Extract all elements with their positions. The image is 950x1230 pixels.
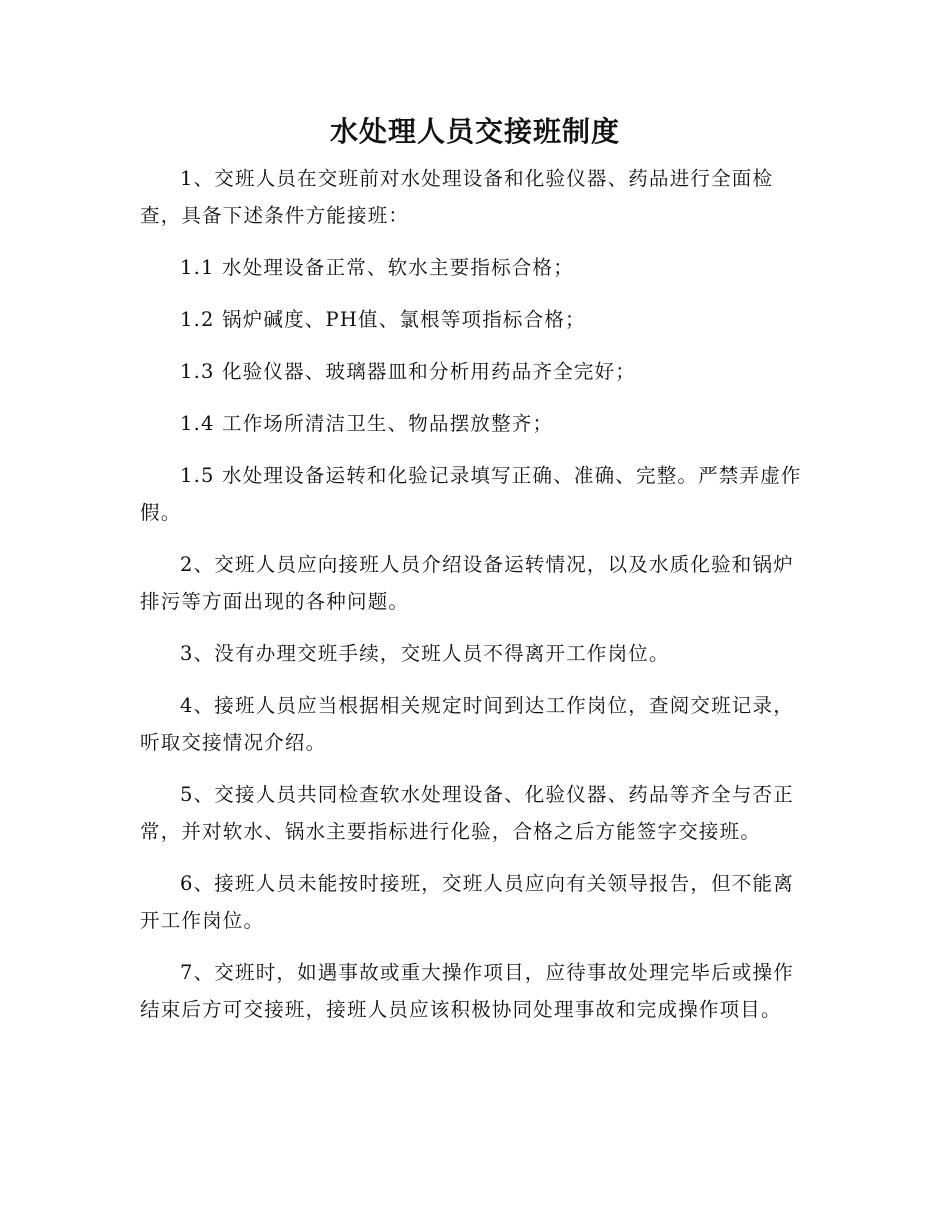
paragraph-1: 1、交班人员在交班前对水处理设备和化验仪器、药品进行全面检查，具备下述条件方能接班： <box>140 167 774 227</box>
paragraph-7: 7、交班时，如遇事故或重大操作项目，应待事故处理完毕后或操作结束后方可交接班，接班人员应该积极协同处理事故和完成操作项目。 <box>140 961 794 1021</box>
paragraph-1-3: 1.3 化验仪器、玻璃器皿和分析用药品齐全完好； <box>180 360 637 383</box>
paragraph-1-2: 1.2 锅炉碱度、PH值、氯根等项指标合格； <box>180 308 586 331</box>
paragraph-4: 4、接班人员应当根据相关规定时间到达工作岗位，查阅交班记录，听取交接情况介绍。 <box>140 694 794 754</box>
paragraph-1-1: 1.1 水处理设备正常、软水主要指标合格； <box>180 256 574 279</box>
paragraph-2: 2、交班人员应向接班人员介绍设备运转情况，以及水质化验和锅炉排污等方面出现的各种问题。 <box>140 553 794 613</box>
document-title: 水处理人员交接班制度 <box>329 115 620 148</box>
paragraph-1-4: 1.4 工作场所清洁卫生、物品摆放整齐； <box>180 412 554 435</box>
paragraph-1-5: 1.5 水处理设备运转和化验记录填写正确、准确、完整。严禁弄虚作假。 <box>140 464 802 524</box>
paragraph-6: 6、接班人员未能按时接班，交班人员应向有关领导报告，但不能离开工作岗位。 <box>140 872 794 932</box>
document-body <box>140 160 808 1043</box>
paragraph-3: 3、没有办理交班手续，交班人员不得离开工作岗位。 <box>180 642 670 665</box>
paragraph-5: 5、交接人员共同检查软水处理设备、化验仪器、药品等齐全与否正常，并对软水、锅水主要指标进行化验，合格之后方能签字交接班。 <box>140 783 794 843</box>
